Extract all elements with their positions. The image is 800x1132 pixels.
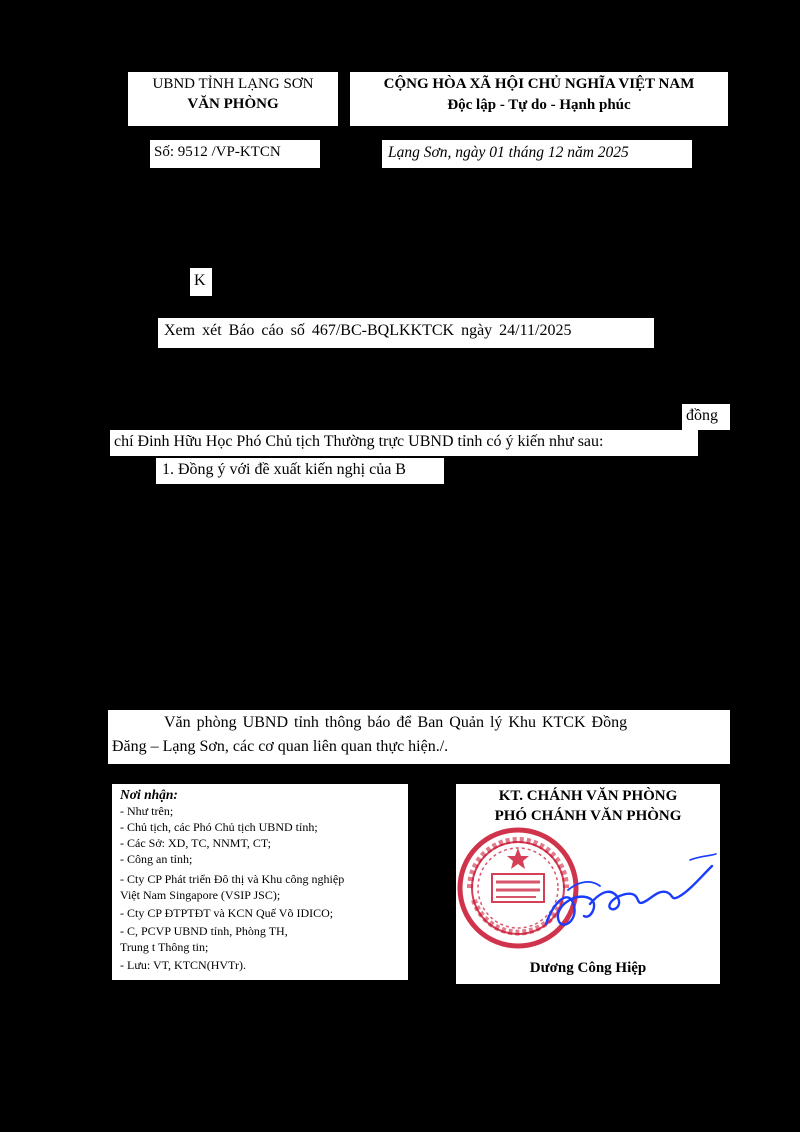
signature-title1: KT. CHÁNH VĂN PHÒNG [498,788,678,804]
recipients-title: Nơi nhận: [120,787,178,802]
recipient-item: - Công an tỉnh; [120,852,193,866]
fragment-k-block [190,268,212,296]
date-month-word: tháng [504,144,548,161]
nation-name: CỘNG HÒA XÃ HỘI CHỦ NGHĨA VIỆT NAM [383,76,695,92]
doc-number: Số: 9512 /VP-KTCN [154,144,281,160]
office-name: VĂN PHÒNG [187,96,279,112]
closing-line2: Đăng – Lạng Sơn, các cơ quan liên quan thực hiện./. [112,738,449,755]
recipient-item: Trung t Thông tin; [120,940,209,954]
signature-block [456,784,720,984]
place-date-prefix: Lạng Sơn, ngày [388,144,490,161]
recipient-item: Việt Nam Singapore (VSIP JSC); [120,888,281,902]
para2-line2: chí Đinh Hữu Học Phó Chủ tịch Thường trực UBND tỉnh có ý kiến như sau: [114,433,604,450]
para1: Xem xét Báo cáo số 467/BC-BQLKKTCK ngày 24/11/2025 [164,322,572,339]
recipient-item: - Cty CP ĐTPTĐT và KCN Quế Võ IDICO; [120,906,334,920]
recipient-item: - Lưu: VT, KTCN(HVTr). [120,958,246,972]
doc-number-block [150,140,320,168]
date-month: 12 [547,144,564,161]
para2-line2-block [110,430,698,456]
place-date-block [382,140,692,168]
date-day: 01 [489,144,505,161]
motto: Độc lập - Tự do - Hạnh phúc [447,97,631,113]
recipient-item: - Như trên; [120,804,174,818]
recipient-item: - C, PCVP UBND tỉnh, Phòng TH, [120,924,288,938]
para1-block [158,318,654,348]
header-right-block [350,72,728,126]
recipient-item: - Các Sở: XD, TC, NNMT, CT; [120,836,271,850]
signature-title2: PHÓ CHÁNH VĂN PHÒNG [494,808,682,824]
recipient-item: - Chủ tịch, các Phó Chủ tịch UBND tỉnh; [120,820,318,834]
closing-line1: Văn phòng UBND tỉnh thông báo để Ban Quản lý Khu KTCK Đồng [164,714,628,731]
recipients-block [112,784,408,980]
item1: 1. Đồng ý với đề xuất kiến nghị của B [162,461,406,478]
header-left-block [128,72,338,126]
para2-end: đồng [686,407,718,424]
org-name: UBND TỈNH LẠNG SƠN [152,76,314,92]
signer-name: Dương Công Hiệp [529,960,647,976]
para2-end-block [682,404,730,430]
closing-block [108,710,730,764]
recipients-list [120,804,408,980]
recipient-item: - Cty CP Phát triển Đô thị và Khu công nghiệp [120,872,345,886]
handwritten-signature-icon [540,850,720,940]
item1-block [156,458,444,484]
date-year: năm 2025 [563,144,629,161]
fragment-k: K [194,272,206,289]
place-date [388,144,629,162]
